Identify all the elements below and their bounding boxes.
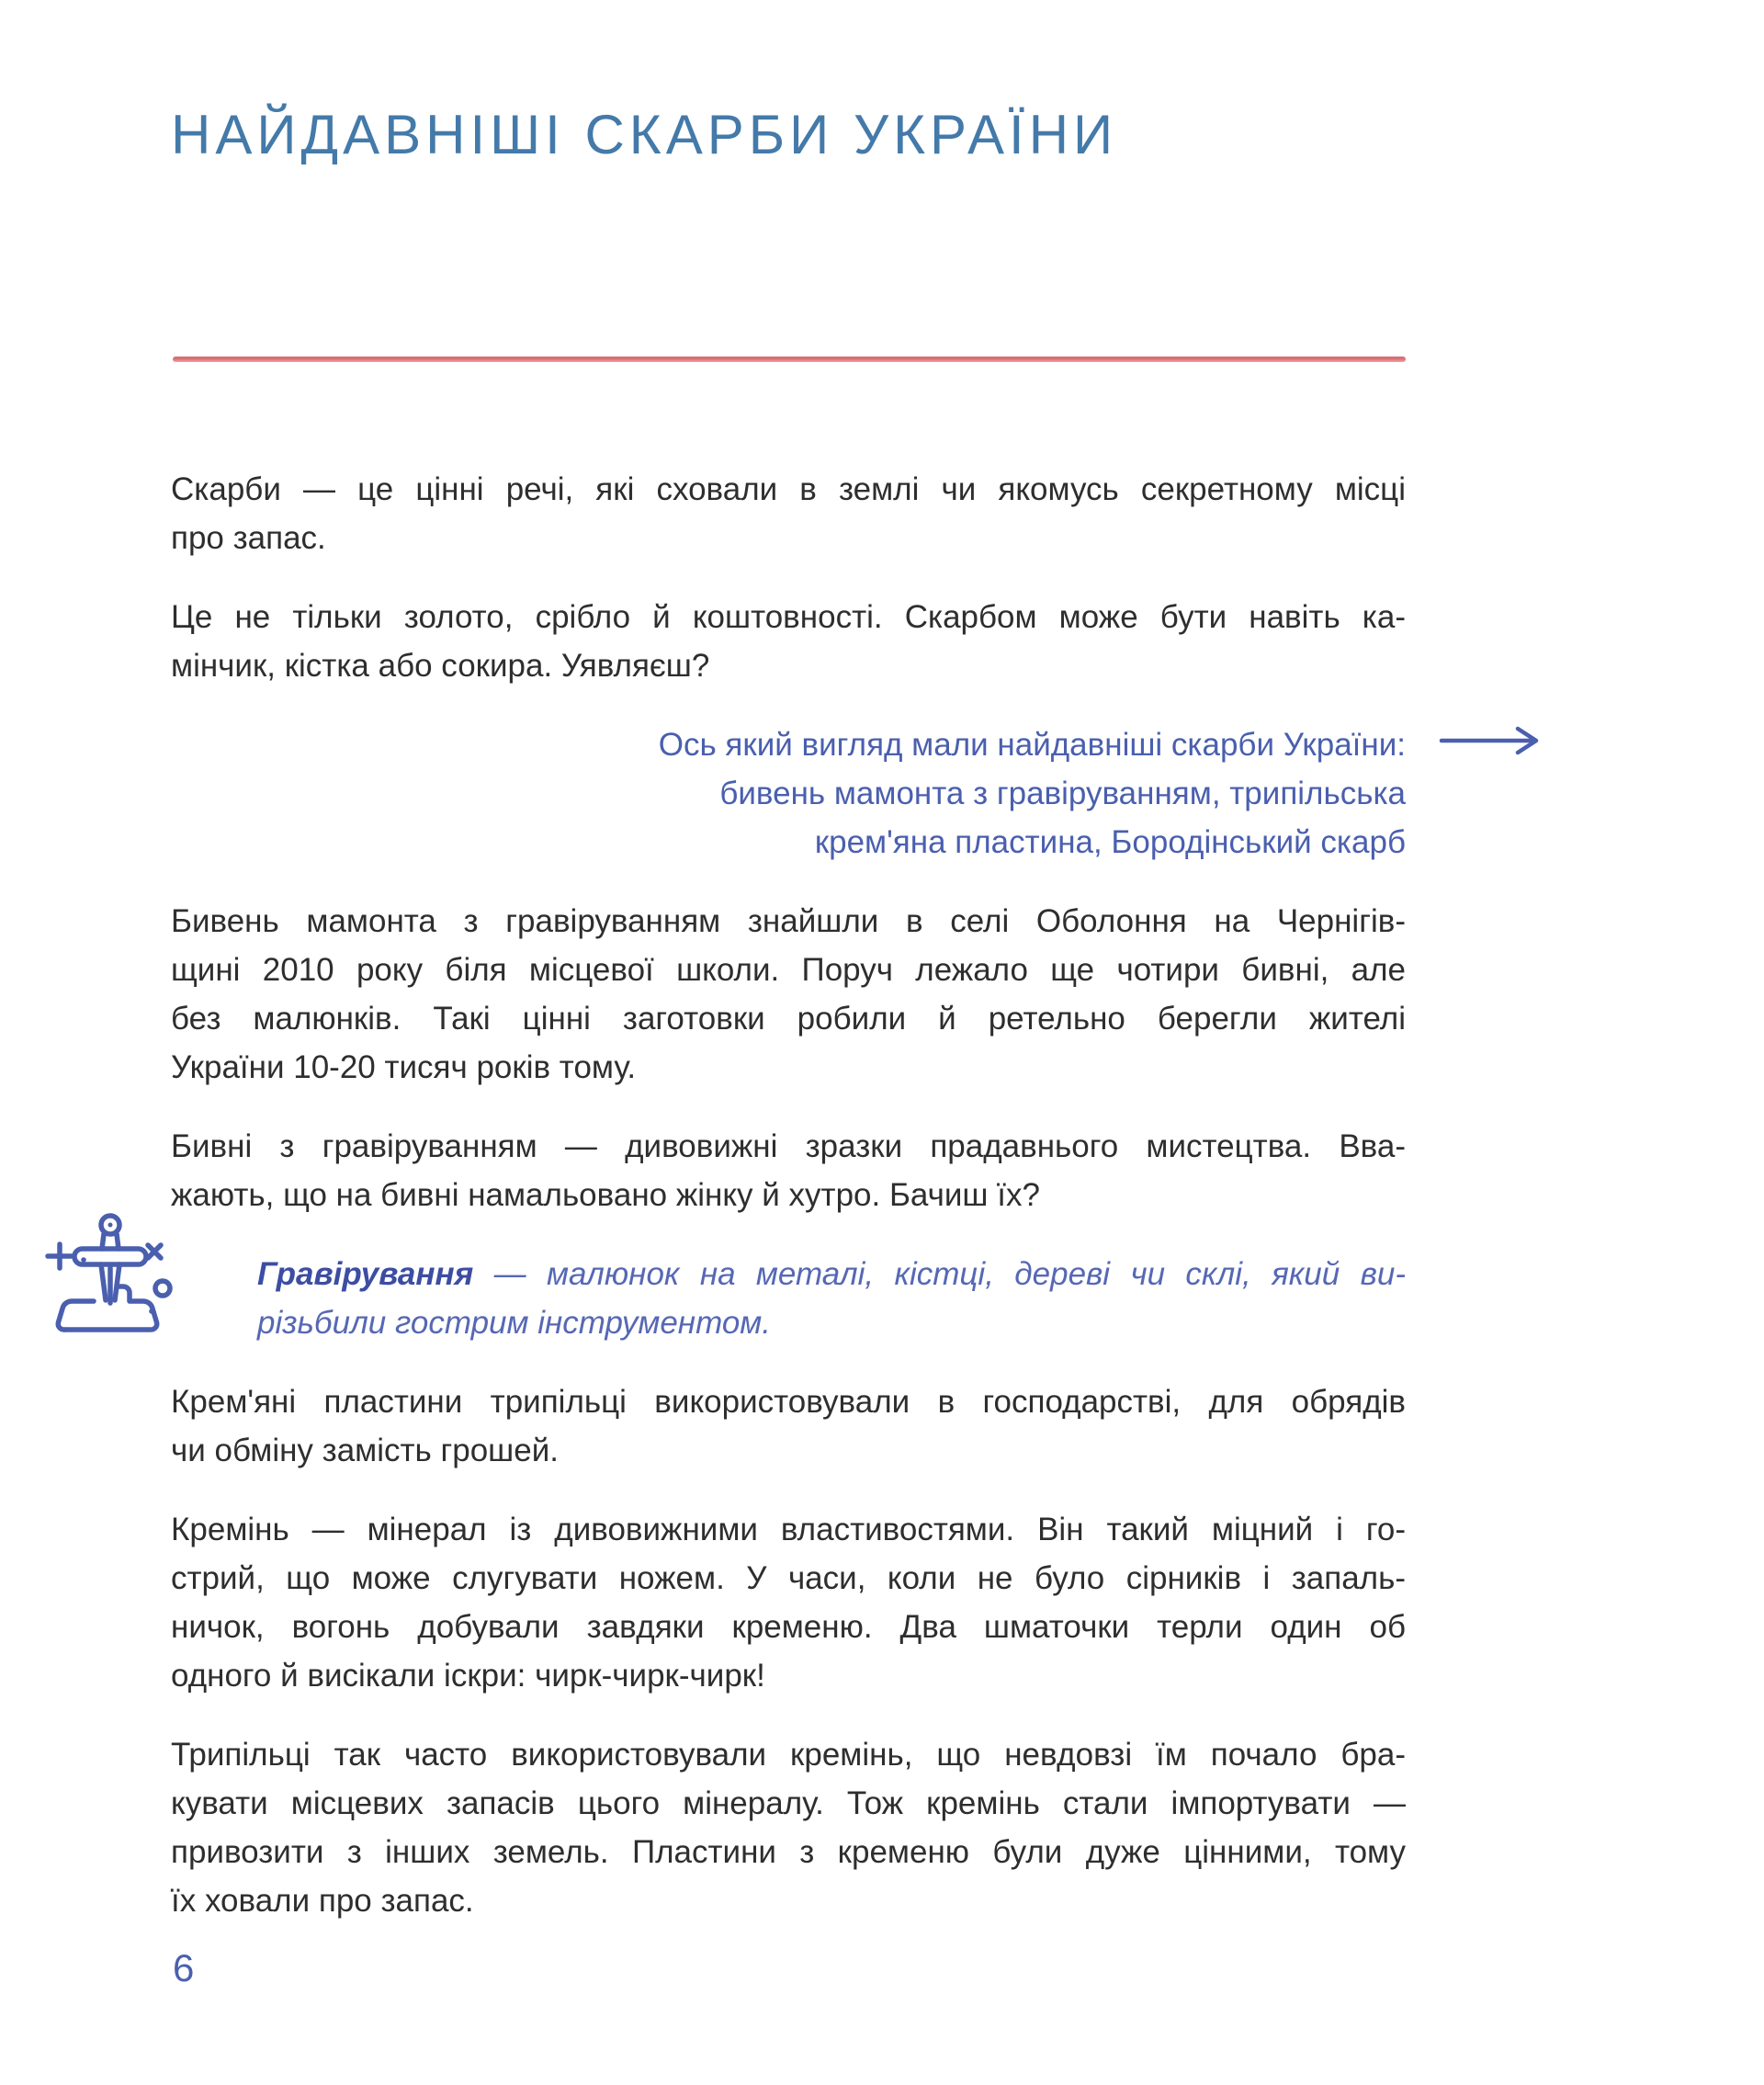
text-line: Бивні з гравіруванням — дивовижні зразки прадавнього мистецтва. Вва- <box>171 1128 1406 1164</box>
body-paragraph <box>171 465 1406 562</box>
body-paragraph <box>171 1122 1406 1219</box>
body-paragraph <box>171 897 1406 1092</box>
body-paragraph <box>171 1377 1406 1475</box>
text-line: кувати місцевих запасів цього мінералу. Тож кремінь стали імпортувати — <box>171 1785 1406 1821</box>
text-line: Це не тільки золото, срібло й коштовності. Скарбом може бути навіть ка- <box>171 599 1406 635</box>
text-line: щині 2010 року біля місцевої школи. Поруч лежало ще чотири бивні, але <box>171 952 1406 988</box>
page-number: 6 <box>173 1946 195 1989</box>
text-line: Трипільці так часто використовували кремінь, що невдовзі їм почало бра- <box>171 1737 1406 1773</box>
text-line: Гравірування — малюнок на металі, кістці, дереві чи склі, який ви- <box>257 1256 1406 1292</box>
text-line: Бивень мамонта з гравіруванням знайшли в селі Оболоння на Чернігів- <box>171 903 1406 939</box>
text-line: Кремінь — мінерал із дивовижними властивостями. Він такий міцний і го- <box>171 1512 1406 1547</box>
text-line: без малюнків. Такі цінні заготовки робили й ретельно берегли жителі <box>171 1001 1406 1037</box>
text-line: України 10-20 тисяч років тому. <box>171 1049 637 1085</box>
text-line: стрий, що може слугувати ножем. У часи, коли не було сірників і запаль- <box>171 1560 1406 1596</box>
text-line: чи обміну замість грошей. <box>171 1433 559 1468</box>
sword-in-stone-icon <box>40 1207 180 1347</box>
text-line: бивень мамонта з гравіруванням, трипільська <box>719 776 1406 811</box>
text-line: їх ховали про запас. <box>171 1883 474 1919</box>
text-line: Скарби — це цінні речі, які сховали в землі чи якомусь секретному місці <box>171 471 1406 507</box>
text-line: крем'яна пластина, Бородінський скарб <box>814 824 1406 860</box>
page-title: НАЙДАВНІШІ СКАРБИ УКРАЇНИ <box>171 104 1118 165</box>
illustration-caption <box>171 720 1406 867</box>
text-line: Ось який вигляд мали найдавніші скарби України: <box>658 727 1406 763</box>
text-line: мінчик, кістка або сокира. Уявляєш? <box>171 648 710 684</box>
definition-text <box>257 1250 1406 1347</box>
definition-term: Гравірування <box>257 1256 474 1292</box>
section-divider <box>173 357 1406 362</box>
arrow-right-icon <box>1439 724 1551 757</box>
text-line: різьбили гострим інструментом. <box>257 1305 772 1341</box>
body-paragraph <box>171 1505 1406 1700</box>
body-paragraph <box>171 1730 1406 1925</box>
body-paragraph <box>171 593 1406 690</box>
text-line: одного й висікали іскри: чирк-чирк-чирк! <box>171 1658 765 1694</box>
page-content <box>171 465 1406 1925</box>
text-line: Крем'яні пластини трипільці використовували в господарстві, для обрядів <box>171 1384 1406 1420</box>
text-line: ничок, вогонь добували завдяки кременю. Два шматочки терли один об <box>171 1609 1406 1645</box>
text-line: жають, що на бивні намальовано жінку й хутро. Бачиш їх? <box>171 1177 1040 1213</box>
text-line: привозити з інших земель. Пластини з кременю були дуже цінними, тому <box>171 1834 1406 1870</box>
text-line: про запас. <box>171 520 326 556</box>
